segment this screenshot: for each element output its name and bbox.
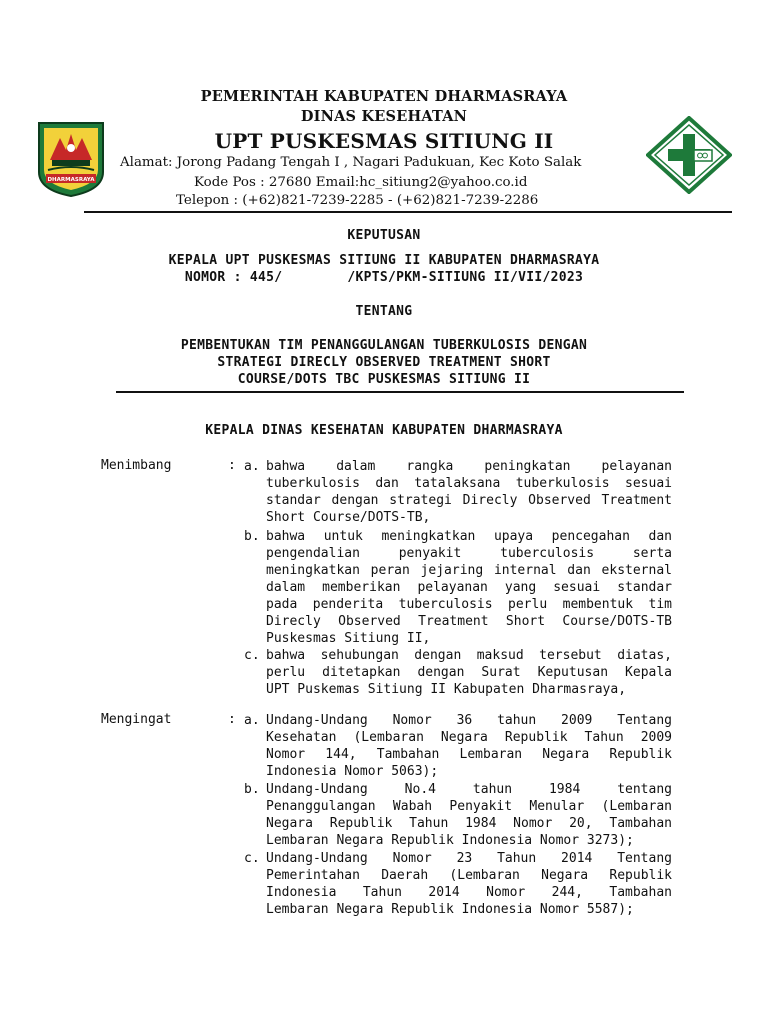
- item-text: [266, 647, 672, 698]
- item-text-line: perlu ditetapkan dengan Surat Keputusan Kepala: [266, 665, 672, 680]
- mengingat-item: [244, 712, 672, 780]
- item-text-line: Undang-Undang Nomor 36 tahun 2009 Tentang: [266, 713, 672, 728]
- item-letter: b.: [244, 529, 260, 544]
- subject-line-3: COURSE/DOTS TBC PUSKESMAS SITIUNG II: [237, 372, 531, 387]
- item-letter: c.: [244, 851, 260, 866]
- decision-head-line: KEPALA UPT PUSKESMAS SITIUNG II KABUPATEN DHARMASRAYA: [168, 253, 600, 268]
- phone-line: Telepon : (+62)821-7239-2285 - (+62)821-7239-2286: [176, 193, 539, 208]
- item-text-line: bahwa untuk meningkatkan upaya pencegahan dan: [266, 529, 672, 544]
- item-text-line: Pemerintahan Daerah (Lembaran Negara Republik: [266, 868, 672, 883]
- item-text-line: dalam memberikan pelayanan yang sesuai standar: [266, 580, 672, 595]
- item-text-line: Short Course/DOTS-TB,: [266, 510, 431, 525]
- item-text-line: Undang-Undang No.4 tahun 1984 tentang: [266, 782, 672, 797]
- decision-heading: KEPUTUSAN: [347, 228, 421, 243]
- subject-line-2: STRATEGI DIRECLY OBSERVED TREATMENT SHORT: [217, 355, 551, 370]
- item-text-line: Negara Republik Tahun 1984 Nomor 20, Tambahan: [266, 816, 672, 831]
- item-letter: c.: [244, 648, 260, 663]
- item-text: [266, 850, 672, 918]
- item-text-line: Kesehatan (Lembaran Negara Republik Tahun 2009: [266, 730, 672, 745]
- item-text-line: tuberkulosis dan tatalaksana tuberkulosis sesuai: [266, 476, 672, 491]
- item-text: [266, 781, 672, 849]
- item-text-line: standar dengan strategi Direcly Observed Treatment: [266, 493, 672, 508]
- item-text-line: Lembaran Negara Republik Indonesia Nomor 5587);: [266, 902, 634, 917]
- item-text-line: Nomor 144, Tambahan Lembaran Negara Republik: [266, 747, 672, 762]
- svg-text:DHARMASRAYA: DHARMASRAYA: [47, 177, 95, 183]
- item-text-line: Undang-Undang Nomor 23 Tahun 2014 Tentang: [266, 851, 672, 866]
- item-text-line: pada penderita tuberculosis perlu membentuk tim: [266, 597, 672, 612]
- item-text-line: Lembaran Negara Republik Indonesia Nomor 3273);: [266, 833, 634, 848]
- item-text-line: bahwa sehubungan dengan maksud tersebut diatas,: [266, 648, 672, 663]
- mengingat-label: Mengingat: [101, 712, 172, 727]
- menimbang-label: Menimbang: [101, 458, 172, 473]
- government-name: PEMERINTAH KABUPATEN DHARMASRAYA: [200, 88, 568, 105]
- department-name: DINAS KESEHATAN: [300, 108, 468, 125]
- item-letter: a.: [244, 713, 260, 728]
- item-text-line: UPT Puskemas Sitiung II Kabupaten Dharmasraya,: [266, 682, 627, 697]
- menimbang-item: [244, 458, 672, 526]
- letterhead-divider: [84, 211, 732, 213]
- title-divider: [116, 391, 684, 393]
- institution-name: UPT PUSKESMAS SITIUNG II: [214, 129, 554, 153]
- item-text-line: Penanggulangan Wabah Penyakit Menular (Lembaran: [266, 799, 672, 814]
- subject-line-1: PEMBENTUKAN TIM PENANGGULANGAN TUBERKULOSIS DENGAN: [180, 338, 588, 353]
- item-letter: a.: [244, 459, 260, 474]
- item-text-line: pengendalian penyakit tuberculosis serta: [266, 546, 672, 561]
- item-text: [266, 712, 672, 780]
- menimbang-item: [244, 647, 672, 698]
- mengingat-colon: :: [228, 712, 236, 727]
- decision-number: NOMOR : 445/ /KPTS/PKM-SITIUNG II/VII/2023: [184, 270, 584, 285]
- item-text-line: meningkatkan peran jejaring internal dan eksternal: [266, 563, 672, 578]
- item-text-line: Direcly Observed Treatment Short Course/DOTS-TB: [266, 614, 672, 629]
- item-text-line: Indonesia Nomor 5063);: [266, 764, 439, 779]
- item-text-line: Puskesmas Sitiung II,: [266, 631, 431, 646]
- item-text: [266, 528, 672, 647]
- mengingat-item: [244, 781, 672, 849]
- address-line: Alamat: Jorong Padang Tengah I , Nagari Padukuan, Kec Koto Salak: [120, 155, 582, 170]
- item-text-line: Indonesia Tahun 2014 Nomor 244, Tambahan: [266, 885, 672, 900]
- about-heading: TENTANG: [355, 304, 413, 319]
- menimbang-item: [244, 528, 672, 647]
- menimbang-colon: :: [228, 458, 236, 473]
- item-letter: b.: [244, 782, 260, 797]
- mengingat-item: [244, 850, 672, 918]
- item-text: [266, 458, 672, 526]
- postal-email-line: Kode Pos : 27680 Email:hc_sitiung2@yahoo.co.id: [194, 175, 528, 190]
- issuer-heading: KEPALA DINAS KESEHATAN KABUPATEN DHARMASRAYA: [205, 423, 563, 438]
- item-text-line: bahwa dalam rangka peningkatan pelayanan: [266, 459, 672, 474]
